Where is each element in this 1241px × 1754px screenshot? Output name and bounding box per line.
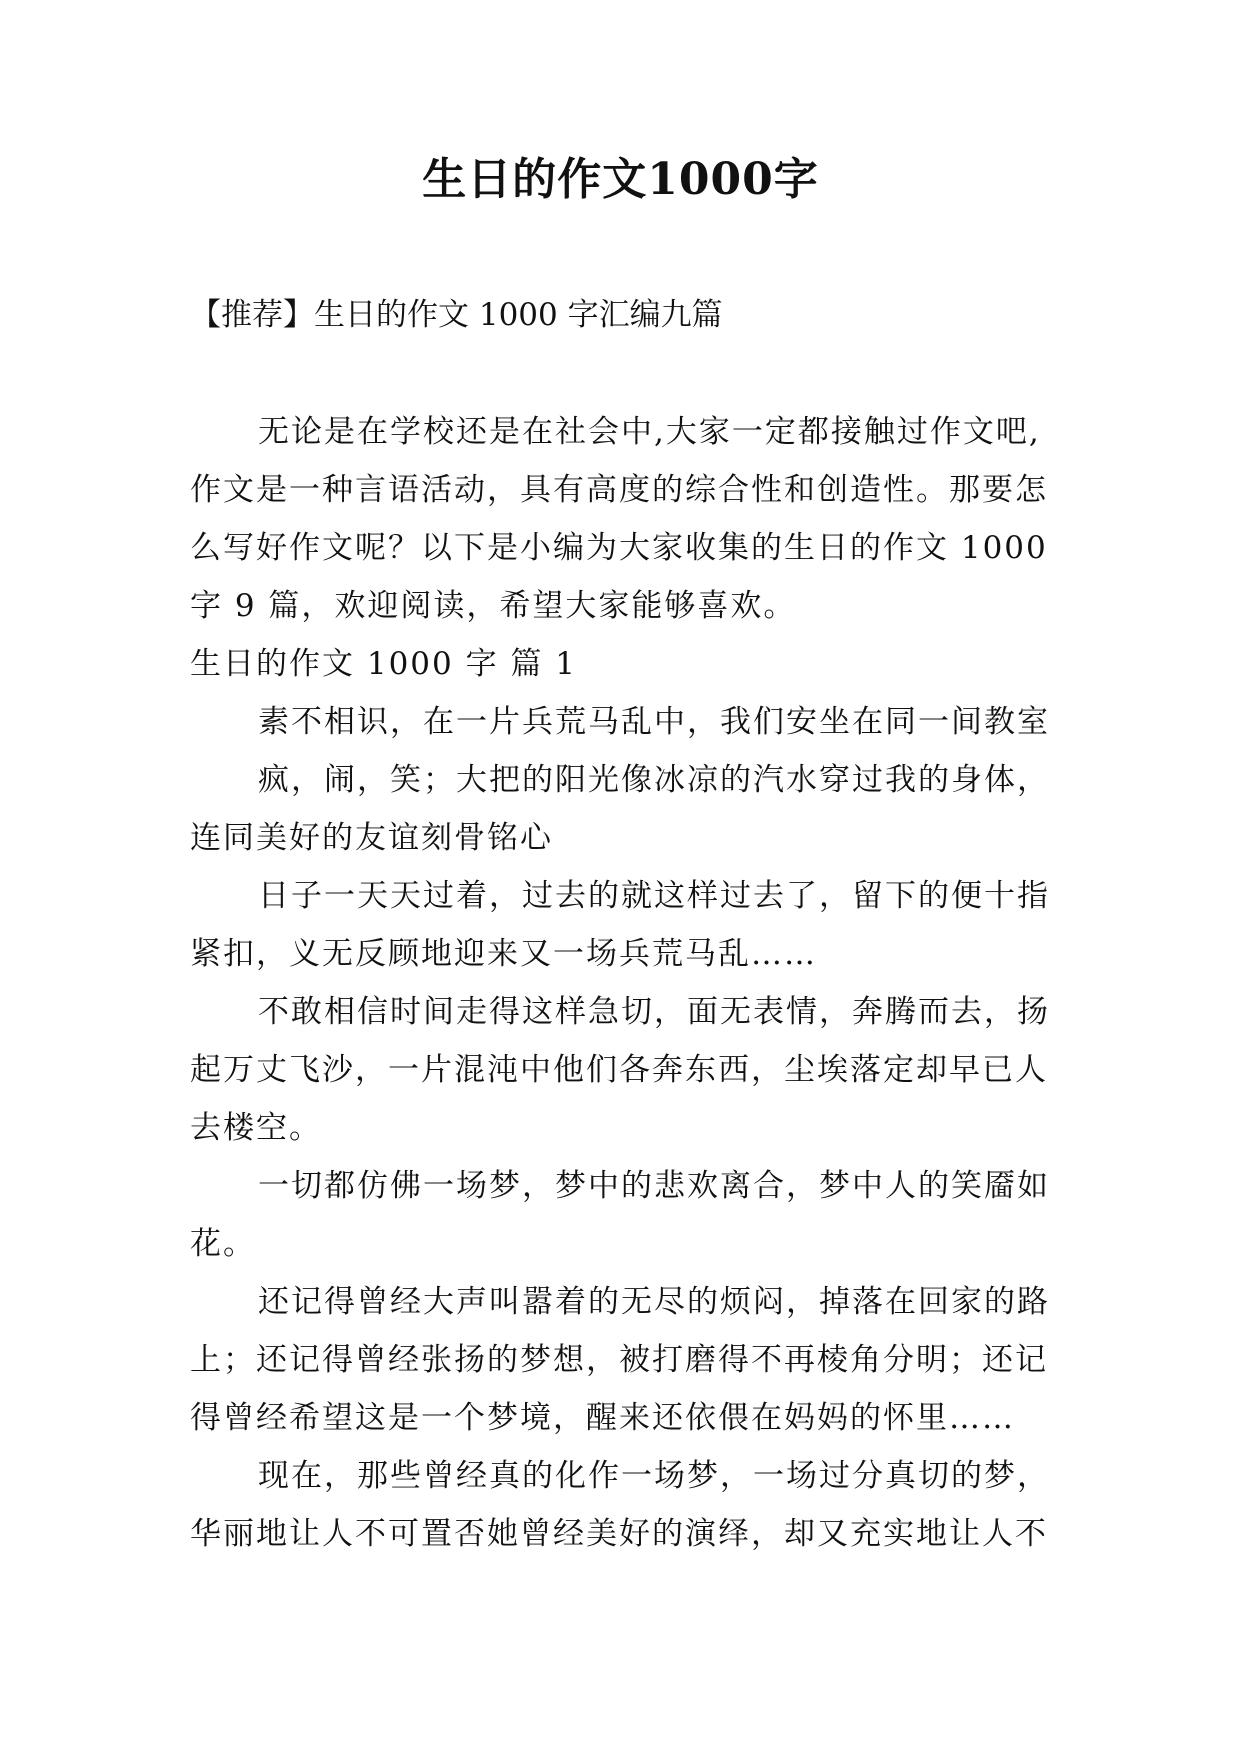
body-line: 字 9 篇，欢迎阅读，希望大家能够喜欢。 [190,588,797,624]
body-line: 华丽地让人不可置否她曾经美好的演绎，却又充实地让人不 [190,1516,1048,1552]
body-line: 连同美好的友谊刻骨铭心 [190,820,553,856]
body-line: 花。 [190,1226,256,1262]
body-line: 去楼空。 [190,1110,322,1146]
body-line: 素不相识，在一片兵荒马乱中，我们安坐在同一间教室 [258,704,1050,740]
body-line: 无论是在学校还是在社会中,大家一定都接触过作文吧, [258,414,1041,450]
body-line: 作文是一种言语活动，具有高度的综合性和创造性。那要怎 [190,472,1048,508]
body-line: 起万丈飞沙，一片混沌中他们各奔东西，尘埃落定却早已人 [190,1052,1048,1088]
body-line: 上；还记得曾经张扬的梦想，被打磨得不再棱角分明；还记 [190,1342,1048,1378]
section-heading: 生日的作文 1000 字 篇 1 [190,646,578,682]
body-line: 得曾经希望这是一个梦境，醒来还依偎在妈妈的怀里…… [190,1400,1015,1436]
body-line: 日子一天天过着，过去的就这样过去了，留下的便十指 [258,878,1050,914]
body-line: 还记得曾经大声叫嚣着的无尽的烦闷，掉落在回家的路 [258,1284,1050,1320]
body-line: 不敢相信时间走得这样急切，面无表情，奔腾而去，扬 [258,994,1050,1030]
body-line: 么写好作文呢？以下是小编为大家收集的生日的作文 1000 [190,530,1048,566]
body-line: 紧扣，义无反顾地迎来又一场兵荒马乱…… [190,936,817,972]
body-line: 现在，那些曾经真的化作一场梦，一场过分真切的梦， [258,1458,1050,1494]
document-title: 生日的作文1000字 [422,154,819,205]
document-subtitle: 【推荐】生日的作文 1000 字汇编九篇 [190,297,723,333]
body-line: 一切都仿佛一场梦，梦中的悲欢离合，梦中人的笑靥如 [258,1168,1050,1204]
body-line: 疯，闹，笑；大把的阳光像冰凉的汽水穿过我的身体， [258,762,1050,798]
